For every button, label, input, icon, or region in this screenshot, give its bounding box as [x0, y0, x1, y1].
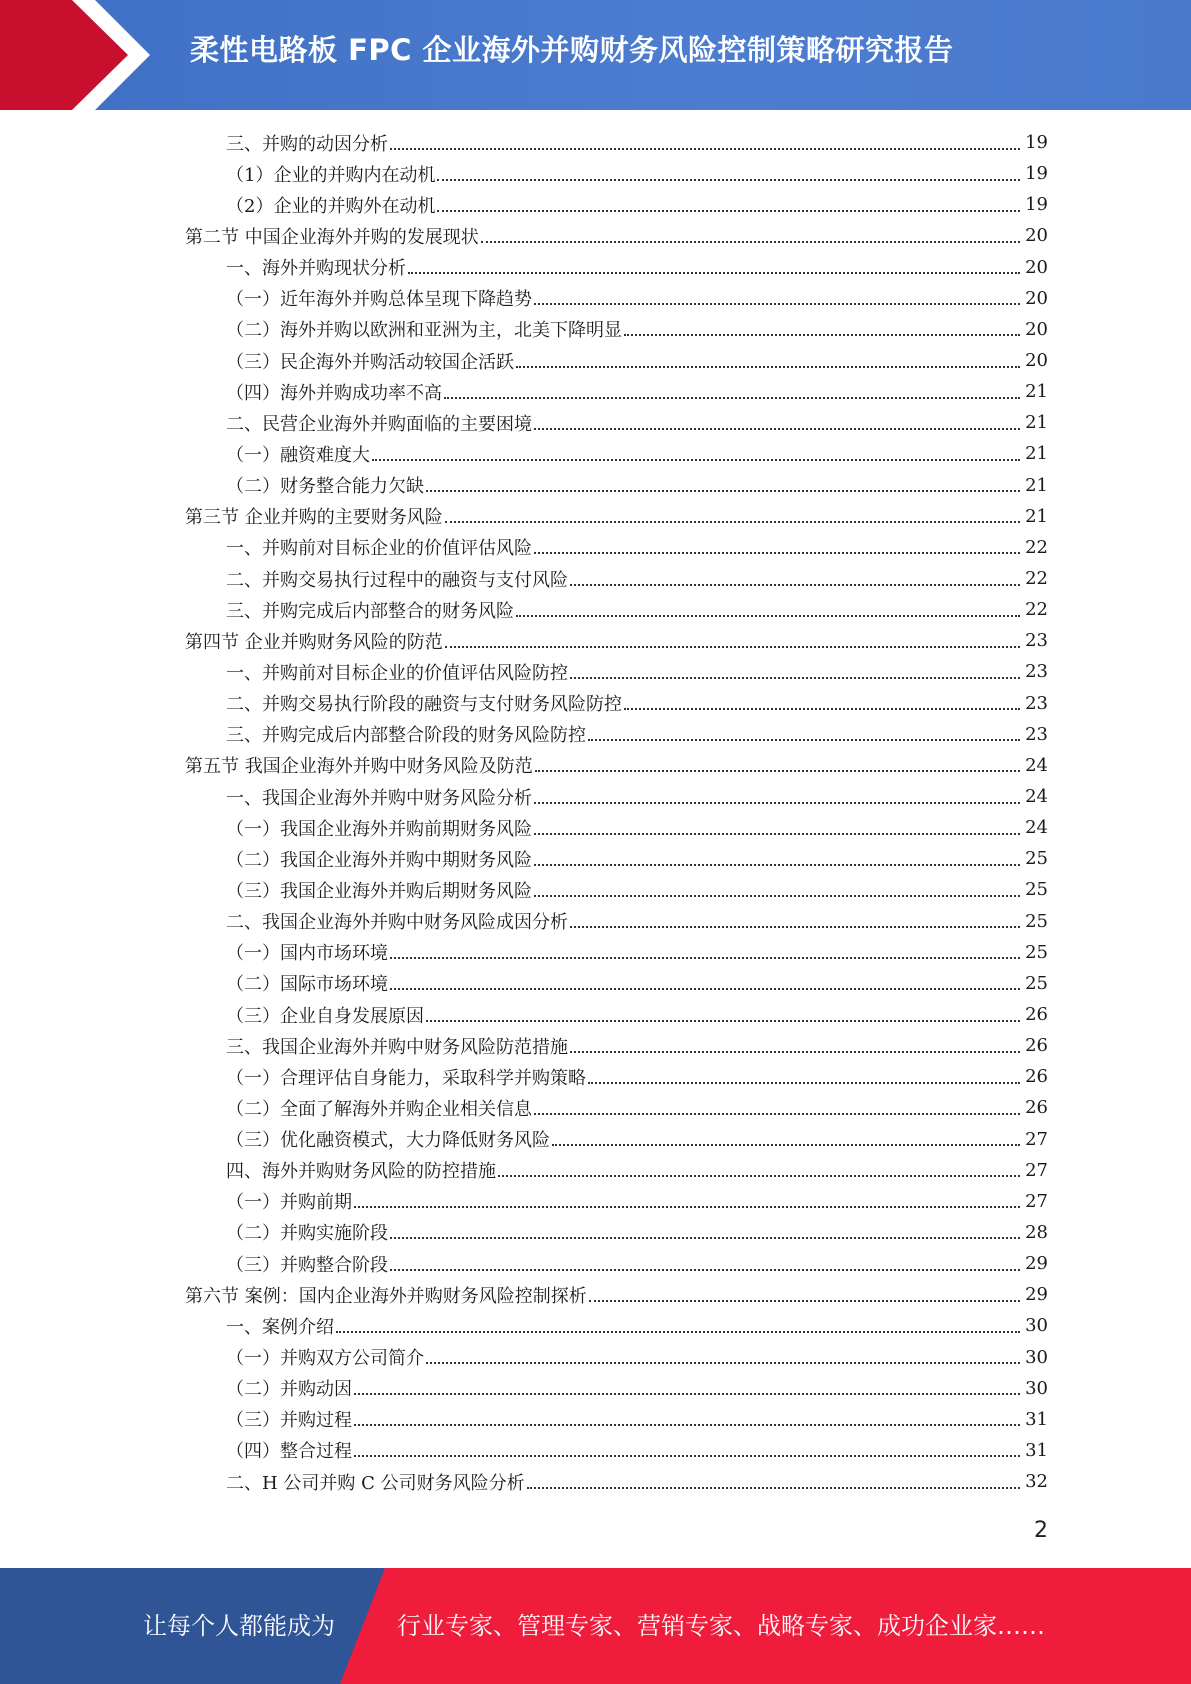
toc-entry-page: 22	[1025, 599, 1048, 621]
toc-dot-leader	[570, 1051, 1020, 1053]
table-of-contents	[0, 127, 1191, 1497]
toc-entry-title: （四）海外并购成功率不高	[226, 382, 442, 404]
toc-entry[interactable]	[0, 1373, 1191, 1404]
toc-entry-title: （四）整合过程	[226, 1441, 352, 1463]
toc-entry-title: 第四节 企业并购财务风险的防范	[185, 631, 443, 653]
toc-entry[interactable]	[0, 968, 1191, 999]
toc-entry[interactable]	[0, 283, 1191, 314]
toc-entry-page: 23	[1025, 661, 1048, 683]
toc-entry-title: 第五节 我国企业海外并购中财务风险及防范	[185, 756, 533, 778]
toc-entry-title: （一）并购双方公司简介	[226, 1348, 424, 1370]
toc-entry-page: 27	[1025, 1190, 1048, 1212]
toc-dot-leader	[498, 1175, 1020, 1177]
toc-entry-title: （三）企业自身发展原因	[226, 1005, 424, 1027]
toc-entry[interactable]	[0, 314, 1191, 345]
toc-dot-leader	[437, 210, 1020, 212]
toc-dot-leader	[527, 1487, 1020, 1489]
toc-entry[interactable]	[0, 625, 1191, 656]
toc-dot-leader	[535, 770, 1020, 772]
toc-entry-page: 30	[1025, 1346, 1048, 1368]
toc-entry-page: 24	[1025, 786, 1048, 808]
toc-entry-title: （二）海外并购以欧洲和亚洲为主，北美下降明显	[226, 320, 622, 342]
toc-entry-title: 二、并购交易执行阶段的融资与支付财务风险防控	[226, 694, 622, 716]
toc-entry[interactable]	[0, 719, 1191, 750]
toc-dot-leader	[354, 1455, 1020, 1457]
toc-entry-page: 22	[1025, 568, 1048, 590]
toc-entry[interactable]	[0, 438, 1191, 469]
toc-entry-title: （二）并购实施阶段	[226, 1223, 388, 1245]
toc-entry-page: 21	[1025, 505, 1048, 527]
toc-entry-title: 一、案例介绍	[226, 1316, 334, 1338]
toc-dot-leader	[445, 521, 1020, 523]
toc-entry-page: 30	[1025, 1377, 1048, 1399]
toc-entry-title: 一、并购前对目标企业的价值评估风险	[226, 538, 532, 560]
toc-entry-page: 31	[1025, 1408, 1048, 1430]
toc-entry[interactable]	[0, 376, 1191, 407]
toc-entry-title: 三、我国企业海外并购中财务风险防范措施	[226, 1036, 568, 1058]
toc-entry-page: 19	[1025, 163, 1048, 185]
page-footer	[0, 1568, 1191, 1684]
toc-entry-page: 19	[1025, 132, 1048, 154]
toc-entry-title: 二、H 公司并购 C 公司财务风险分析	[226, 1472, 525, 1494]
toc-entry[interactable]	[0, 127, 1191, 158]
report-title: 柔性电路板 FPC 企业海外并购财务风险控制策略研究报告	[190, 33, 954, 67]
toc-dot-leader	[534, 802, 1020, 804]
toc-entry-title: 三、并购完成后内部整合的财务风险	[226, 600, 514, 622]
toc-entry-page: 21	[1025, 412, 1048, 434]
toc-entry[interactable]	[0, 1155, 1191, 1186]
toc-dot-leader	[534, 1113, 1020, 1115]
toc-entry[interactable]	[0, 1092, 1191, 1123]
toc-dot-leader	[570, 584, 1020, 586]
toc-dot-leader	[354, 1424, 1020, 1426]
toc-entry-title: （一）国内市场环境	[226, 943, 388, 965]
toc-dot-leader	[516, 615, 1020, 617]
toc-dot-leader	[390, 1269, 1020, 1271]
page-header	[0, 0, 1191, 110]
toc-entry-page: 21	[1025, 474, 1048, 496]
toc-entry-page: 32	[1025, 1471, 1048, 1493]
toc-entry-title: 二、并购交易执行过程中的融资与支付风险	[226, 569, 568, 591]
toc-entry-title: 第六节 案例：国内企业海外并购财务风险控制探析	[185, 1285, 587, 1307]
toc-dot-leader	[624, 334, 1020, 336]
toc-dot-leader	[408, 272, 1020, 274]
toc-entry[interactable]	[0, 1310, 1191, 1341]
toc-entry-page: 23	[1025, 630, 1048, 652]
toc-entry-title: （1）企业的并购内在动机	[226, 164, 436, 186]
toc-entry-page: 24	[1025, 817, 1048, 839]
toc-entry-title: 二、我国企业海外并购中财务风险成因分析	[226, 912, 568, 934]
toc-entry[interactable]	[0, 843, 1191, 874]
toc-entry-title: （2）企业的并购外在动机	[226, 195, 436, 217]
toc-dot-leader	[354, 1206, 1020, 1208]
toc-entry-page: 20	[1025, 256, 1048, 278]
toc-entry-page: 19	[1025, 194, 1048, 216]
toc-entry-title: （二）我国企业海外并购中期财务风险	[226, 849, 532, 871]
toc-entry-page: 31	[1025, 1439, 1048, 1461]
toc-dot-leader	[336, 1331, 1020, 1333]
toc-entry[interactable]	[0, 906, 1191, 937]
toc-entry-title: 一、并购前对目标企业的价值评估风险防控	[226, 662, 568, 684]
toc-entry-title: 第三节 企业并购的主要财务风险	[185, 507, 443, 529]
toc-entry-title: （二）并购动因	[226, 1379, 352, 1401]
toc-dot-leader	[589, 1300, 1020, 1302]
toc-entry-page: 25	[1025, 910, 1048, 932]
toc-entry[interactable]	[0, 1186, 1191, 1217]
toc-dot-leader	[624, 708, 1020, 710]
toc-entry-page: 26	[1025, 1066, 1048, 1088]
toc-entry-title: （一）我国企业海外并购前期财务风险	[226, 818, 532, 840]
toc-entry-title: 二、民营企业海外并购面临的主要困境	[226, 413, 532, 435]
toc-entry[interactable]	[0, 1279, 1191, 1310]
toc-entry[interactable]	[0, 656, 1191, 687]
toc-entry-page: 30	[1025, 1315, 1048, 1337]
toc-entry-title: （三）我国企业海外并购后期财务风险	[226, 880, 532, 902]
toc-dot-leader	[534, 895, 1020, 897]
toc-entry-page: 21	[1025, 443, 1048, 465]
toc-entry[interactable]	[0, 1435, 1191, 1466]
toc-dot-leader	[372, 459, 1020, 461]
toc-entry-title: （三）并购整合阶段	[226, 1254, 388, 1276]
toc-entry-page: 20	[1025, 350, 1048, 372]
toc-dot-leader	[437, 179, 1020, 181]
toc-dot-leader	[390, 148, 1020, 150]
toc-entry-title: （三）优化融资模式，大力降低财务风险	[226, 1130, 550, 1152]
toc-entry[interactable]	[0, 594, 1191, 625]
toc-entry-page: 27	[1025, 1128, 1048, 1150]
toc-entry[interactable]	[0, 1217, 1191, 1248]
toc-entry[interactable]	[0, 189, 1191, 220]
toc-dot-leader	[354, 1393, 1020, 1395]
toc-entry-page: 20	[1025, 318, 1048, 340]
toc-entry-page: 25	[1025, 848, 1048, 870]
toc-entry-title: （一）并购前期	[226, 1192, 352, 1214]
toc-dot-leader	[390, 957, 1020, 959]
toc-entry-page: 25	[1025, 972, 1048, 994]
toc-entry[interactable]	[0, 501, 1191, 532]
toc-entry[interactable]	[0, 532, 1191, 563]
toc-dot-leader	[570, 926, 1020, 928]
toc-dot-leader	[588, 739, 1020, 741]
toc-entry[interactable]	[0, 1248, 1191, 1279]
toc-dot-leader	[534, 552, 1020, 554]
toc-entry-title: 三、并购完成后内部整合阶段的财务风险防控	[226, 725, 586, 747]
toc-entry-title: 四、海外并购财务风险的防控措施	[226, 1161, 496, 1183]
toc-entry-title: 第二节 中国企业海外并购的发展现状	[185, 226, 479, 248]
toc-entry[interactable]	[0, 158, 1191, 189]
toc-dot-leader	[534, 833, 1020, 835]
toc-dot-leader	[534, 864, 1020, 866]
toc-entry-page: 28	[1025, 1221, 1048, 1243]
toc-entry-page: 23	[1025, 692, 1048, 714]
toc-dot-leader	[552, 1144, 1020, 1146]
toc-entry[interactable]	[0, 220, 1191, 251]
toc-entry[interactable]	[0, 252, 1191, 283]
toc-entry[interactable]	[0, 345, 1191, 376]
footer-slogan-left: 让每个人都能成为	[143, 1612, 335, 1640]
toc-entry-page: 20	[1025, 225, 1048, 247]
toc-entry-title: （三）并购过程	[226, 1410, 352, 1432]
toc-dot-leader	[534, 303, 1020, 305]
toc-entry-page: 24	[1025, 754, 1048, 776]
toc-entry[interactable]	[0, 874, 1191, 905]
toc-entry-title: （一）融资难度大	[226, 444, 370, 466]
toc-entry[interactable]	[0, 1404, 1191, 1435]
toc-entry[interactable]	[0, 1030, 1191, 1061]
toc-entry-page: 29	[1025, 1253, 1048, 1275]
toc-entry-page: 25	[1025, 941, 1048, 963]
toc-entry-page: 26	[1025, 1004, 1048, 1025]
toc-dot-leader	[481, 241, 1020, 243]
toc-entry-page: 26	[1025, 1035, 1048, 1057]
toc-dot-leader	[534, 428, 1020, 430]
toc-entry-page: 29	[1025, 1284, 1048, 1306]
toc-entry[interactable]	[0, 812, 1191, 843]
toc-entry-title: 一、海外并购现状分析	[226, 258, 406, 280]
toc-entry-page: 21	[1025, 381, 1048, 403]
toc-entry[interactable]	[0, 937, 1191, 968]
toc-dot-leader	[588, 1082, 1020, 1084]
toc-entry-page: 26	[1025, 1097, 1048, 1119]
toc-entry-title: （二）全面了解海外并购企业相关信息	[226, 1098, 532, 1120]
toc-entry[interactable]	[0, 1466, 1191, 1497]
toc-entry[interactable]	[0, 563, 1191, 594]
toc-entry[interactable]	[0, 1061, 1191, 1092]
footer-slogan-right: 行业专家、管理专家、营销专家、战略专家、成功企业家……	[397, 1612, 1045, 1640]
toc-dot-leader	[390, 988, 1020, 990]
page-number: 2	[1034, 1518, 1048, 1543]
toc-entry-title: （一）合理评估自身能力，采取科学并购策略	[226, 1067, 586, 1089]
toc-dot-leader	[444, 397, 1020, 399]
toc-entry-title: （三）民企海外并购活动较国企活跃	[226, 351, 514, 373]
toc-entry[interactable]	[0, 470, 1191, 501]
toc-entry[interactable]	[0, 999, 1191, 1030]
toc-entry-page: 20	[1025, 287, 1048, 309]
toc-entry[interactable]	[0, 407, 1191, 438]
toc-dot-leader	[390, 1237, 1020, 1239]
toc-entry-page: 23	[1025, 723, 1048, 745]
toc-dot-leader	[445, 646, 1020, 648]
toc-entry-title: （一）近年海外并购总体呈现下降趋势	[226, 289, 532, 311]
toc-entry-page: 25	[1025, 879, 1048, 901]
toc-entry[interactable]	[0, 750, 1191, 781]
toc-entry-title: （二）国际市场环境	[226, 974, 388, 996]
toc-entry[interactable]	[0, 1341, 1191, 1372]
toc-dot-leader	[426, 1362, 1020, 1364]
toc-entry[interactable]	[0, 688, 1191, 719]
toc-dot-leader	[570, 677, 1020, 679]
toc-entry-page: 27	[1025, 1159, 1048, 1181]
toc-entry-title: 一、我国企业海外并购中财务风险分析	[226, 787, 532, 809]
toc-entry[interactable]	[0, 781, 1191, 812]
toc-entry-title: （二）财务整合能力欠缺	[226, 476, 424, 498]
toc-entry[interactable]	[0, 1124, 1191, 1155]
toc-entry-title: 三、并购的动因分析	[226, 133, 388, 155]
toc-dot-leader	[426, 490, 1020, 492]
toc-entry-page: 22	[1025, 536, 1048, 558]
toc-dot-leader	[426, 1020, 1020, 1022]
toc-dot-leader	[516, 366, 1020, 368]
